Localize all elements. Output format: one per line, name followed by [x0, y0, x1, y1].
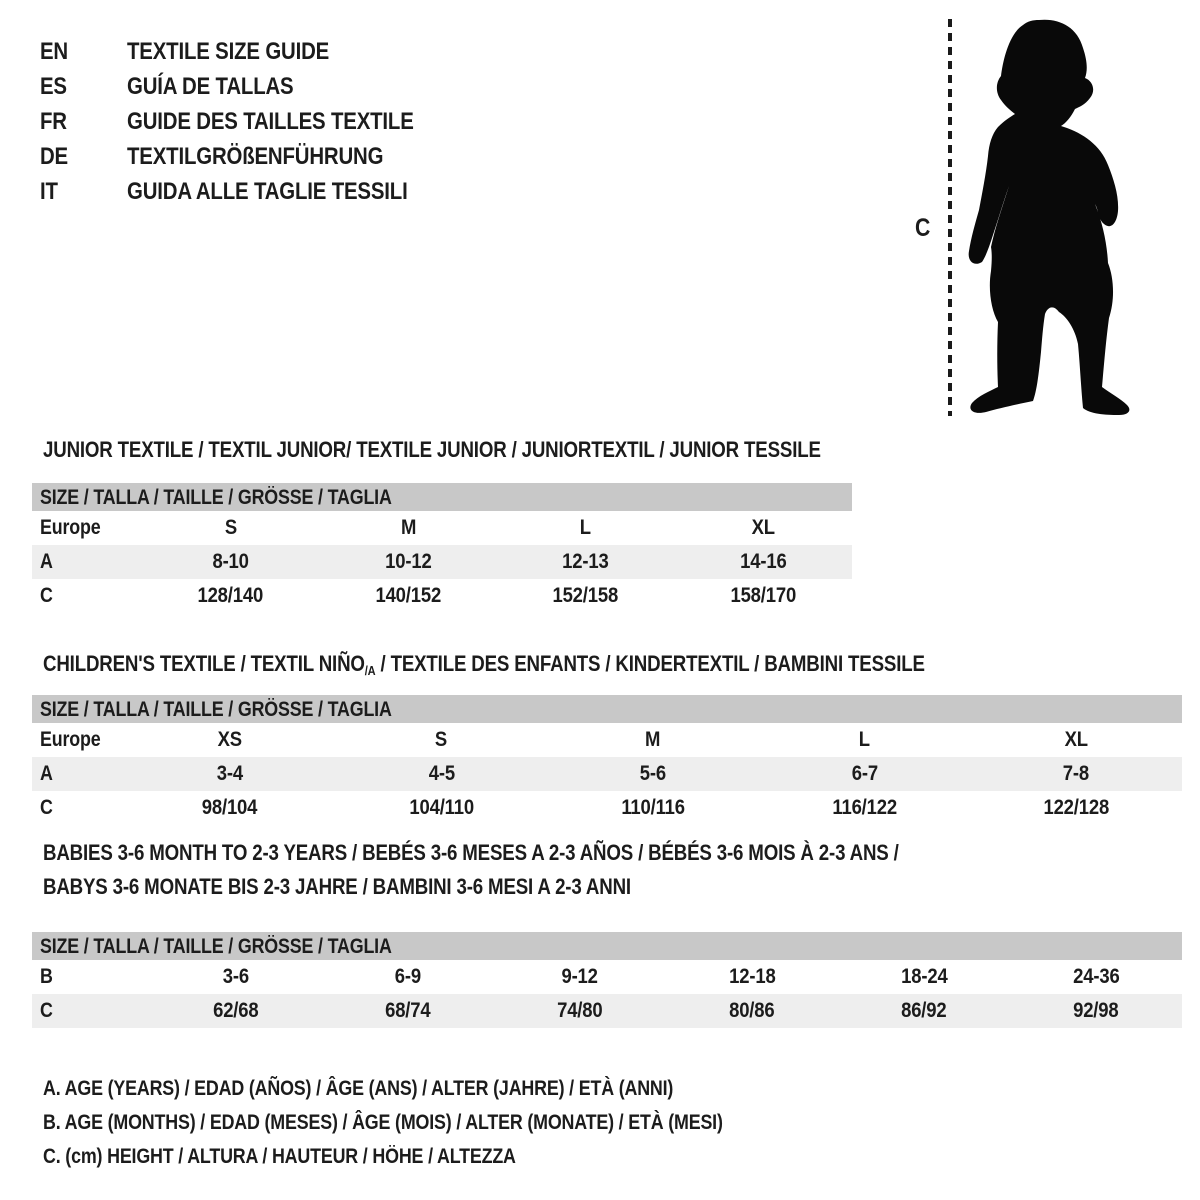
- height-cell: 62/68: [213, 999, 259, 1022]
- height-cell: 152/158: [552, 584, 619, 607]
- height-cell: 92/98: [1073, 999, 1119, 1022]
- height-cell: 86/92: [901, 999, 947, 1022]
- language-code: FR: [40, 108, 67, 135]
- size-header-bar: [32, 483, 852, 511]
- legend-line-a: A. AGE (YEARS) / EDAD (AÑOS) / ÂGE (ANS) / ALTER (JAHRE) / ETÀ (ANNI): [43, 1077, 674, 1100]
- height-measure-dashed-line: [948, 19, 952, 416]
- row-label: C: [40, 584, 53, 607]
- language-code: DE: [40, 143, 69, 170]
- size-cell: L: [580, 516, 592, 539]
- size-header-bar: [32, 932, 1182, 960]
- row-label: Europe: [40, 516, 101, 539]
- age-cell: 24-36: [1072, 965, 1120, 988]
- babies-textile-section: [32, 841, 1182, 1029]
- age-cell: 5-6: [639, 762, 667, 785]
- legend-line-c: C. (cm) HEIGHT / ALTURA / HAUTEUR / HÖHE / ALTEZZA: [43, 1145, 516, 1168]
- height-cell: 104/110: [409, 796, 474, 819]
- nino-a-subscript: /A: [364, 663, 376, 678]
- height-cell: 128/140: [197, 584, 264, 607]
- measurement-legend: [43, 1072, 843, 1174]
- age-cell: 9-12: [561, 965, 599, 988]
- table-row-height-cm: [32, 791, 1182, 825]
- height-cell: 110/116: [621, 796, 685, 819]
- size-header-label: SIZE / TALLA / TAILLE / GRÖSSE / TAGLIA: [40, 486, 392, 509]
- row-label: B: [40, 965, 53, 988]
- table-row-age-months: [32, 960, 1182, 994]
- height-measure-label: C: [915, 214, 931, 242]
- age-cell: 12-13: [562, 550, 609, 573]
- size-header-label: SIZE / TALLA / TAILLE / GRÖSSE / TAGLIA: [40, 935, 392, 958]
- size-cell: M: [400, 516, 416, 539]
- babies-section-title-line2: BABYS 3-6 MONATE BIS 2-3 JAHRE / BAMBINI 3-6 MESI A 2-3 ANNI: [43, 874, 631, 899]
- age-cell: 14-16: [740, 550, 787, 573]
- row-label: A: [40, 550, 53, 573]
- age-cell: 3-4: [216, 762, 243, 785]
- size-cell: S: [224, 516, 237, 539]
- toddler-silhouette-image: [962, 18, 1134, 418]
- table-row-height-cm: [32, 994, 1182, 1028]
- age-cell: 4-5: [428, 762, 455, 785]
- age-cell: 10-12: [385, 550, 432, 573]
- size-cell: XL: [751, 516, 775, 539]
- row-label: Europe: [40, 728, 101, 751]
- language-code: EN: [40, 38, 69, 65]
- row-label: C: [40, 999, 53, 1022]
- height-cell: 98/104: [202, 796, 258, 819]
- row-label: A: [40, 762, 53, 785]
- size-cell: L: [859, 728, 871, 751]
- language-code: IT: [40, 178, 58, 205]
- table-row-age-years: [32, 757, 1182, 791]
- size-cell: XS: [217, 728, 242, 751]
- language-row-de: [40, 139, 464, 174]
- age-cell: 6-9: [394, 965, 422, 988]
- language-row-it: [40, 174, 464, 209]
- language-guide-title: GUIDE DES TAILLES TEXTILE: [126, 108, 414, 135]
- height-cell: 122/128: [1043, 796, 1109, 819]
- age-cell: 6-7: [851, 762, 878, 785]
- age-cell: 3-6: [222, 965, 250, 988]
- language-guide-title: TEXTILGRÖßENFÜHRUNG: [126, 143, 383, 170]
- age-cell: 8-10: [212, 550, 249, 573]
- table-row-europe: [32, 511, 852, 545]
- size-cell: M: [645, 728, 661, 751]
- height-cell: 158/170: [730, 584, 797, 607]
- table-row-height-cm: [32, 579, 852, 613]
- language-guide-title: TEXTILE SIZE GUIDE: [126, 38, 329, 65]
- language-guide-title: GUIDA ALLE TAGLIE TESSILI: [126, 178, 408, 205]
- size-cell: S: [435, 728, 448, 751]
- table-row-europe: [32, 723, 1182, 757]
- height-cell: 116/122: [832, 796, 897, 819]
- height-cell: 68/74: [385, 999, 431, 1022]
- junior-textile-section: [32, 438, 852, 614]
- height-cell: 140/152: [375, 584, 442, 607]
- age-cell: 18-24: [900, 965, 948, 988]
- language-row-fr: [40, 104, 464, 139]
- height-cell: 74/80: [557, 999, 603, 1022]
- size-header-bar: [32, 695, 1182, 723]
- children-section-title: CHILDREN'S TEXTILE / TEXTIL $NIÑO_{/A}$ / TEXTILE DES ENFANTS / KINDERTEXTIL / BAMBINI TESSILE: [43, 651, 925, 678]
- junior-section-title: JUNIOR TEXTILE / TEXTIL JUNIOR/ TEXTILE JUNIOR / JUNIORTEXTIL / JUNIOR TESSILE: [43, 437, 821, 462]
- language-guide-title: GUÍA DE TALLAS: [126, 73, 294, 100]
- legend-line-b: B. AGE (MONTHS) / EDAD (MESES) / ÂGE (MOIS) / ALTER (MONATE) / ETÀ (MESI): [43, 1111, 723, 1134]
- children-textile-section: [32, 650, 1182, 826]
- language-row-es: [40, 69, 464, 104]
- height-cell: 80/86: [729, 999, 775, 1022]
- language-row-en: [40, 34, 464, 69]
- table-row-age-years: [32, 545, 852, 579]
- size-header-label: SIZE / TALLA / TAILLE / GRÖSSE / TAGLIA: [40, 698, 392, 721]
- language-code: ES: [40, 73, 67, 100]
- language-title-list: [40, 34, 464, 209]
- size-cell: XL: [1064, 728, 1088, 751]
- age-cell: 7-8: [1063, 762, 1090, 785]
- row-label: C: [40, 796, 53, 819]
- age-cell: 12-18: [728, 965, 776, 988]
- babies-section-title-line1: BABIES 3-6 MONTH TO 2-3 YEARS / BEBÉS 3-6 MESES A 2-3 AÑOS / BÉBÉS 3-6 MOIS À 2-3 ANS /: [43, 840, 899, 865]
